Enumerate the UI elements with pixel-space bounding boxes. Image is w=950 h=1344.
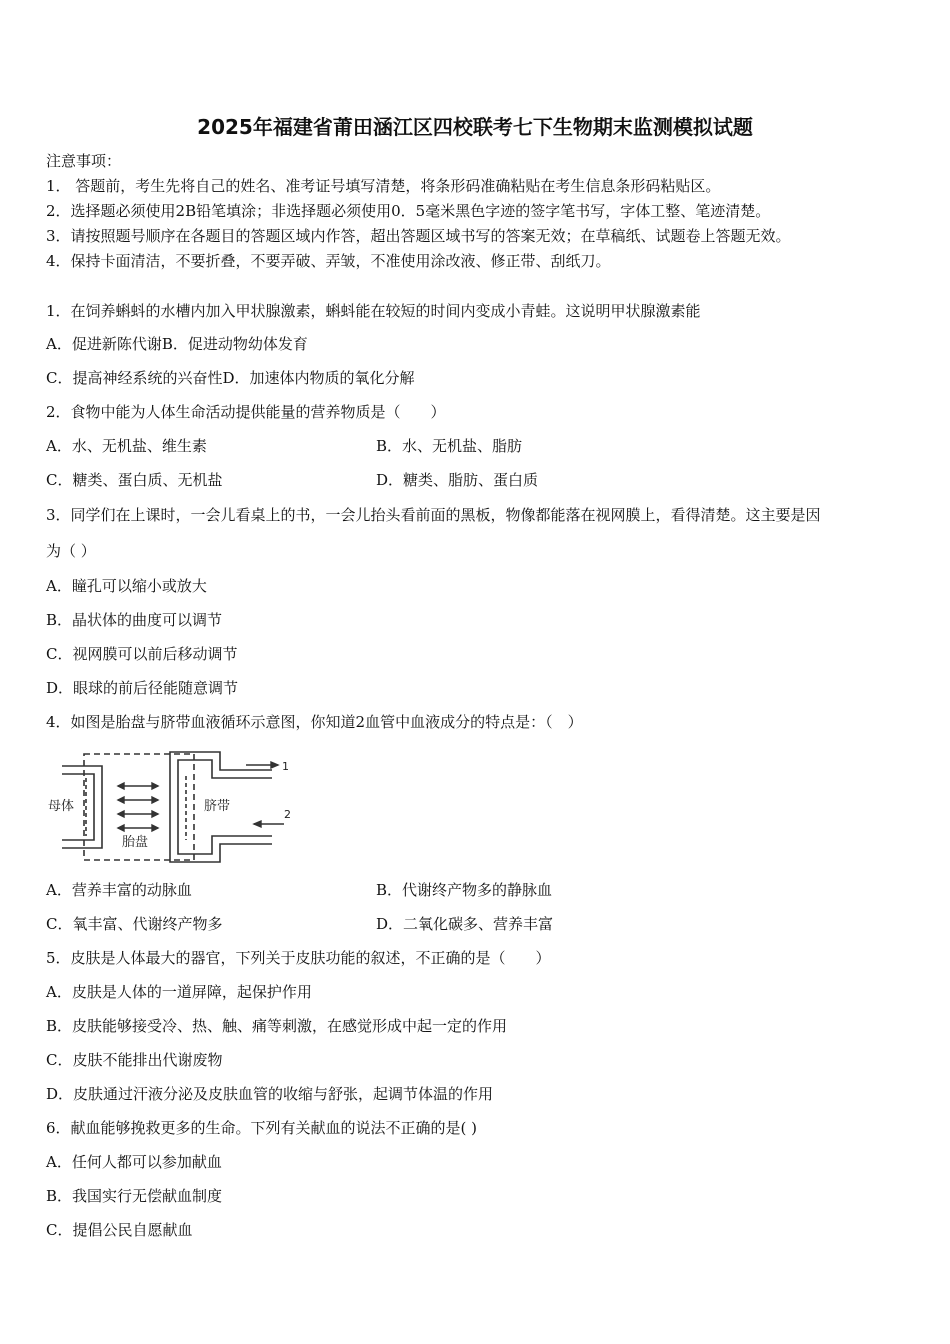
option-b[interactable]: B．水、无机盐、脂肪	[376, 437, 523, 455]
label-mother: 母体	[48, 799, 75, 814]
question-2-row1	[46, 436, 523, 456]
option-c[interactable]: C．提高神经系统的兴奋性	[46, 369, 223, 387]
option-a[interactable]: A．皮肤是人体的一道屏障，起保护作用	[46, 983, 312, 1001]
option-a[interactable]: A．水、无机盐、维生素	[46, 437, 207, 455]
placenta-circulation-diagram	[40, 748, 300, 866]
question-4-row1	[46, 880, 553, 900]
option-c[interactable]: C．皮肤不能排出代谢废物	[46, 1051, 223, 1069]
question-1-options-ab	[46, 334, 308, 354]
notice-item: 3．请按照题号顺序在各题目的答题区域内作答，超出答题区域书写的答案无效；在草稿纸、试题卷上答题无效。	[46, 227, 791, 245]
notice-item: 2．选择题必须使用2B铅笔填涂；非选择题必须使用0．5毫米黑色字迹的签字笔书写，字体工整、笔迹清楚。	[46, 202, 771, 220]
option-a[interactable]: A．促进新陈代谢	[46, 335, 162, 353]
label-vessel-1: 1	[282, 760, 289, 773]
option-d[interactable]: D．眼球的前后径能随意调节	[46, 679, 239, 697]
option-c[interactable]: C．视网膜可以前后移动调节	[46, 645, 238, 663]
label-vessel-2: 2	[284, 808, 291, 821]
question-1-stem: 1．在饲养蝌蚪的水槽内加入甲状腺激素，蝌蚪能在较短的时间内变成小青蛙。这说明甲状腺激素能	[46, 302, 701, 320]
question-3-stem-cont: 为（ ）	[46, 542, 96, 560]
option-a[interactable]: A．营养丰富的动脉血	[46, 881, 192, 899]
question-2-row2	[46, 470, 539, 490]
question-6-stem: 6．献血能够挽救更多的生命。下列有关献血的说法不正确的是( )	[46, 1119, 478, 1137]
vessel-1-arrow	[271, 762, 278, 768]
option-c[interactable]: C．氧丰富、代谢终产物多	[46, 915, 223, 933]
option-d[interactable]: D．糖类、脂肪、蛋白质	[376, 471, 539, 489]
option-a[interactable]: A．瞳孔可以缩小或放大	[46, 577, 207, 595]
question-4-row2	[46, 914, 554, 934]
notice-item: 4．保持卡面清洁，不要折叠，不要弄破、弄皱，不准使用涂改液、修正带、刮纸刀。	[46, 252, 611, 270]
option-b[interactable]: B．我国实行无偿献血制度	[46, 1187, 223, 1205]
notice-header: 注意事项：	[46, 152, 122, 170]
question-4-stem: 4．如图是胎盘与脐带血液循环示意图，你知道2血管中血液成分的特点是：（ ）	[46, 713, 583, 731]
option-b[interactable]: B．代谢终产物多的静脉血	[376, 881, 553, 899]
option-d[interactable]: D．加速体内物质的氧化分解	[222, 369, 415, 387]
notice-item: 1． 答题前，考生先将自己的姓名、准考证号填写清楚，将条形码准确粘贴在考生信息条形码粘贴区。	[46, 177, 721, 195]
option-c[interactable]: C．提倡公民自愿献血	[46, 1221, 193, 1239]
option-d[interactable]: D．二氧化碳多、营养丰富	[376, 915, 554, 933]
page-title: 2025年福建省莆田涵江区四校联考七下生物期末监测模拟试题	[197, 115, 753, 139]
vessel-2-arrow	[254, 821, 261, 827]
option-b[interactable]: B．晶状体的曲度可以调节	[46, 611, 223, 629]
option-a[interactable]: A．任何人都可以参加献血	[46, 1153, 222, 1171]
option-d[interactable]: D．皮肤通过汗液分泌及皮肤血管的收缩与舒张，起调节体温的作用	[46, 1085, 494, 1103]
question-2-stem: 2．食物中能为人体生命活动提供能量的营养物质是（ ）	[46, 403, 446, 421]
label-placenta: 胎盘	[122, 835, 149, 850]
option-b[interactable]: B．促进动物幼体发育	[161, 335, 308, 353]
label-umbilical: 脐带	[204, 799, 231, 814]
question-5-stem: 5．皮肤是人体最大的器官，下列关于皮肤功能的叙述，不正确的是（ ）	[46, 949, 551, 967]
question-1-options-cd	[46, 368, 415, 388]
option-c[interactable]: C．糖类、蛋白质、无机盐	[46, 471, 223, 489]
option-b[interactable]: B．皮肤能够接受冷、热、触、痛等刺激，在感觉形成中起一定的作用	[46, 1017, 508, 1035]
question-3-stem: 3．同学们在上课时，一会儿看桌上的书，一会儿抬头看前面的黑板，物像都能落在视网膜上，看得清楚。这主要是因	[46, 506, 821, 524]
